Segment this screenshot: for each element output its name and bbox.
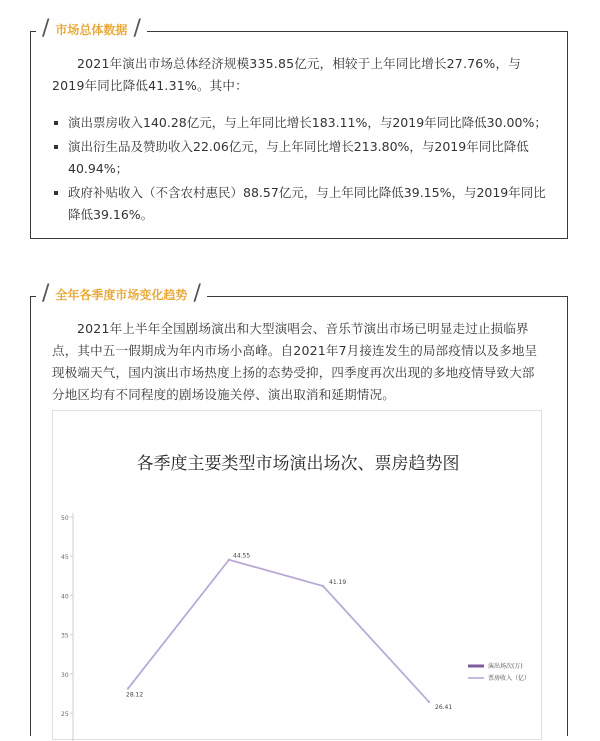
legend-label: 演出场次(万) bbox=[488, 663, 523, 670]
chart-canvas bbox=[53, 411, 543, 741]
y-tick-label: 30 bbox=[61, 671, 69, 679]
list-item: 政府补贴收入（不含农村惠民）88.57亿元，与上年同比降低39.15%，与2019年同比降低39.16%。 bbox=[52, 182, 547, 226]
series-line-box-office bbox=[128, 560, 429, 702]
data-label: 44.55 bbox=[233, 552, 251, 560]
data-label: 41.19 bbox=[329, 579, 347, 587]
data-point bbox=[228, 559, 230, 561]
legend-label: 票房收入（亿） bbox=[488, 675, 531, 682]
data-point bbox=[428, 701, 430, 703]
trend-paragraph: 2021年上半年全国剧场演出和大型演唱会、音乐节演出市场已明显走过止损临界点，其中五一假期成为年内市场小高峰。自2021年7月接连发生的局部疫情以及多地呈现极端天气，国内演出市场热度上扬的态势受抑，四季度再次出现的多地疫情导致大部分地区均有不同程度的剧场设施关停、演出取消和延期情况。 bbox=[52, 321, 538, 402]
data-point bbox=[322, 585, 324, 587]
data-label: 28.12 bbox=[126, 691, 144, 699]
section-title: 市场总体数据 bbox=[55, 22, 128, 37]
y-tick-label: 40 bbox=[61, 593, 69, 601]
y-tick-label: 45 bbox=[61, 554, 69, 562]
intro-paragraph: 2021年演出市场总体经济规模335.85亿元，相较于上年同比增长27.76%，与2019年同比降低41.31%。其中： bbox=[52, 56, 521, 93]
y-tick-label: 50 bbox=[61, 515, 69, 522]
data-point bbox=[127, 687, 129, 689]
revenue-list bbox=[52, 112, 547, 228]
chart-title: 各季度主要类型市场演出场次、票房趋势图 bbox=[136, 454, 460, 474]
slash-decoration-icon: / bbox=[193, 281, 201, 306]
y-tick-label: 35 bbox=[61, 632, 69, 640]
list-item: 演出衍生品及赞助收入22.06亿元，与上年同比增长213.80%，与2019年同比降低40.94%； bbox=[52, 136, 547, 180]
data-label: 26.41 bbox=[435, 703, 453, 711]
trend-chart bbox=[52, 410, 542, 740]
slash-decoration-icon: / bbox=[42, 281, 50, 306]
slash-decoration-icon: / bbox=[42, 16, 50, 41]
section-header-quarterly-trend bbox=[36, 279, 207, 309]
section-header-market-overview bbox=[36, 14, 147, 44]
section-title: 全年各季度市场变化趋势 bbox=[55, 287, 188, 302]
list-item: 演出票房收入140.28亿元，与上年同比增长183.11%，与2019年同比降低30.00%； bbox=[52, 112, 547, 134]
slash-decoration-icon: / bbox=[133, 16, 141, 41]
y-tick-label: 25 bbox=[61, 711, 69, 718]
